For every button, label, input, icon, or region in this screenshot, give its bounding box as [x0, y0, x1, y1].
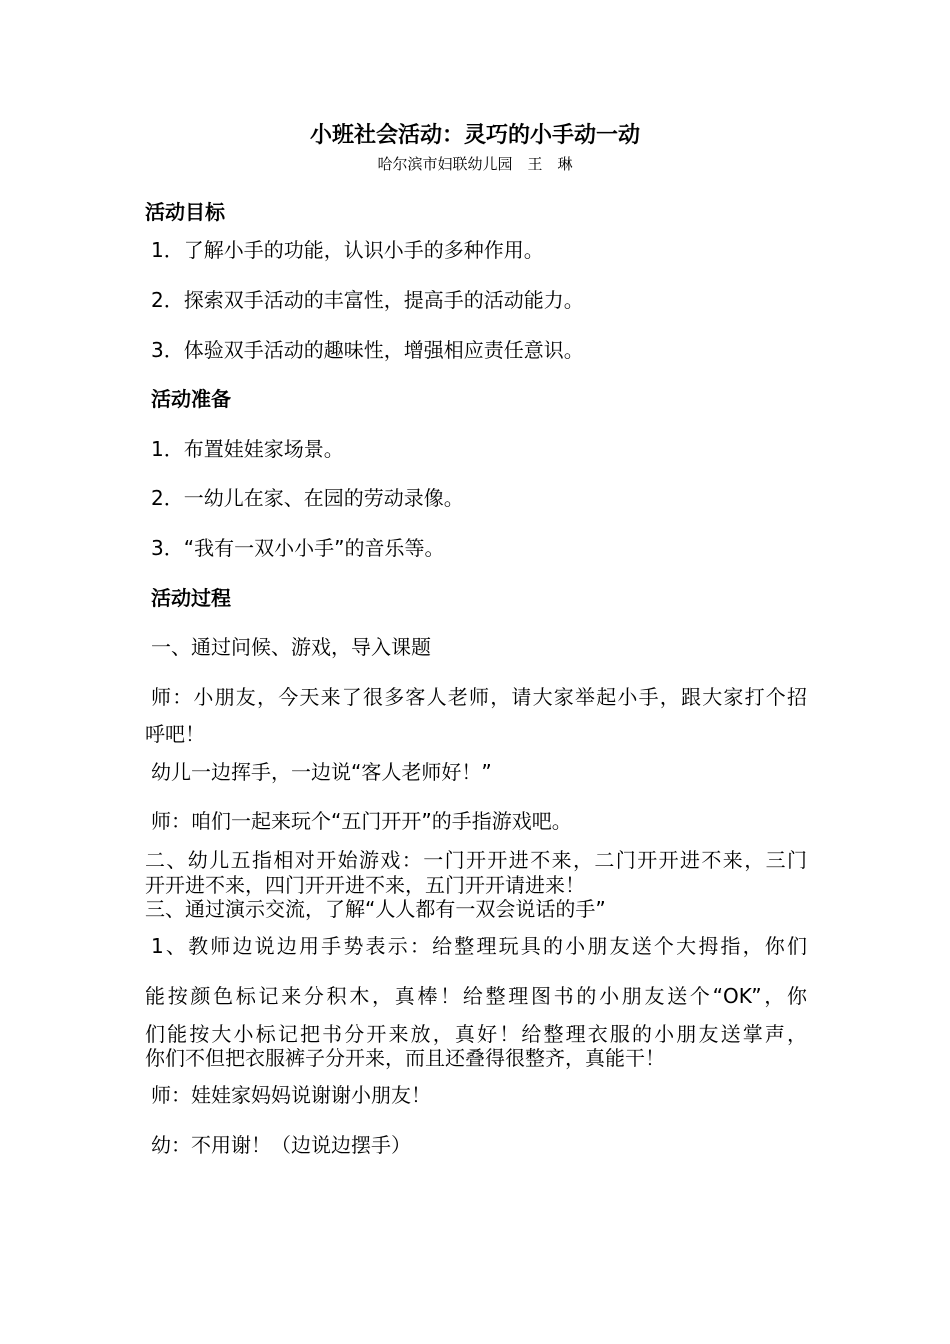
- doc-title: 小班社会活动：灵巧的小手动一动: [309, 122, 640, 148]
- teacher-line: 师：小朋友，今天来了很多客人老师，请大家举起小手，跟大家打个招: [151, 685, 807, 709]
- process-heading: 活动过程: [151, 586, 231, 610]
- prep-item: 1．布置娃娃家场景。: [151, 437, 344, 461]
- prep-heading: 活动准备: [151, 387, 231, 411]
- child-line: 幼：不用谢！（边说边摆手）: [151, 1133, 411, 1157]
- author-line: 哈尔滨市妇联幼儿园 王 琳: [377, 155, 573, 173]
- goal-item: 2．探索双手活动的丰富性，提高手的活动能力。: [151, 288, 584, 312]
- step3-title: 三、通过演示交流，了解“人人都有一双会说话的手”: [145, 897, 606, 921]
- demo-line: 你们不但把衣服裤子分开来，而且还叠得很整齐，真能干！: [145, 1046, 665, 1070]
- teacher-line: 师：娃娃家妈妈说谢谢小朋友！: [151, 1083, 431, 1107]
- demo-line: 们能按大小标记把书分开来放，真好！给整理衣服的小朋友送掌声，: [145, 1022, 807, 1046]
- goal-item: 3．体验双手活动的趣味性，增强相应责任意识。: [151, 338, 584, 362]
- child-line: 幼儿一边挥手，一边说“客人老师好！”: [151, 760, 492, 784]
- prep-item: 2．一幼儿在家、在园的劳动录像。: [151, 486, 464, 510]
- teacher-line: 师：咱们一起来玩个“五门开开”的手指游戏吧。: [151, 809, 572, 833]
- goal-item: 1．了解小手的功能，认识小手的多种作用。: [151, 238, 544, 262]
- step2-line: 二、幼儿五指相对开始游戏：一门开开进不来，二门开开进不来，三门: [145, 848, 807, 872]
- demo-line: 能按颜色标记来分积木，真棒！给整理图书的小朋友送个“OK”，你: [145, 984, 807, 1008]
- prep-item: 3．“我有一双小小手”的音乐等。: [151, 536, 445, 560]
- goals-heading: 活动目标: [145, 200, 225, 224]
- step2-line-cont: 开开进不来，四门开开进不来，五门开开请进来！: [145, 873, 585, 897]
- teacher-line-cont: 呼吧！: [145, 722, 205, 746]
- demo-line: 1、教师边说边用手势表示：给整理玩具的小朋友送个大拇指，你们: [151, 934, 807, 958]
- step1-title: 一、通过问候、游戏，导入课题: [151, 635, 431, 659]
